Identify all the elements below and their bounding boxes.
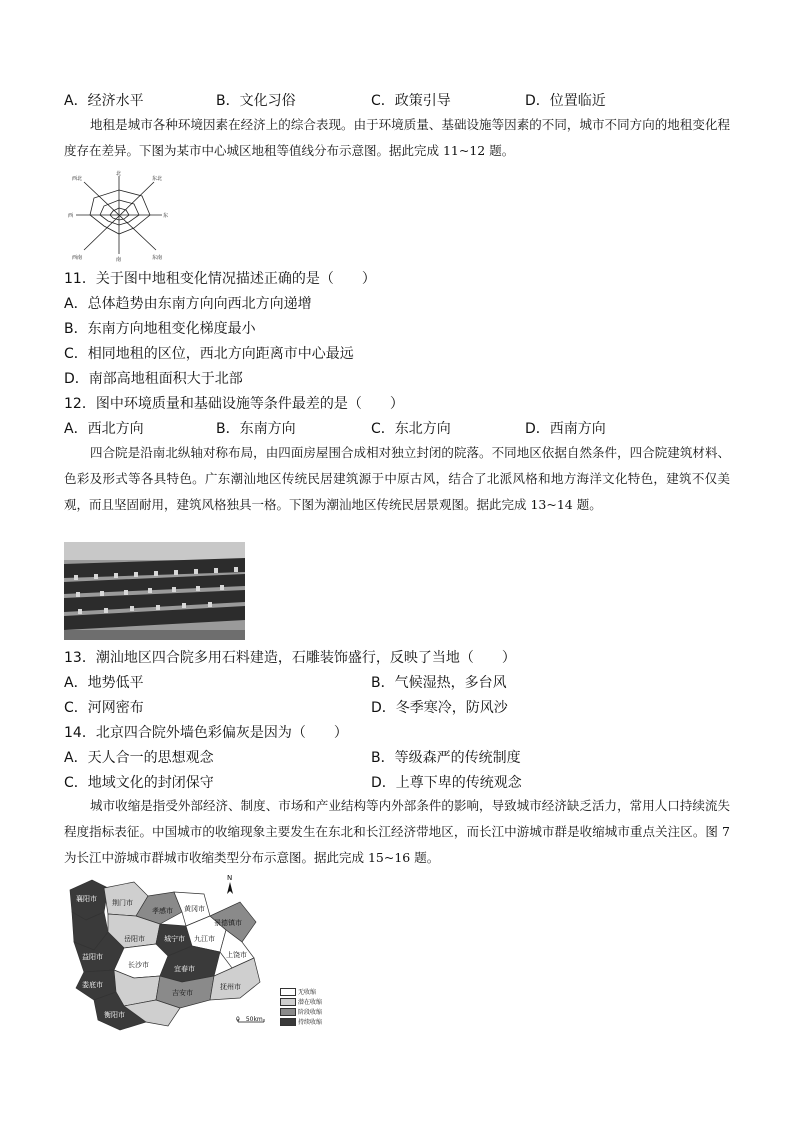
city-label: 城宁市 <box>164 935 185 943</box>
passage-rent-text: 地租是城市各种环境因素在经济上的综合表现。由于环境质量、基础设施等因素的不同，城市不同方向的地租变化程度存在差异。下图为某市中心城区地租等值线分布示意图。据此完成 11~12 题。 <box>64 117 730 158</box>
dir-e: 东 <box>163 213 169 219</box>
q14-option-d: D．上尊下卑的传统观念 <box>371 775 522 791</box>
passage-siheyuan-text: 四合院是沿南北纵轴对称布局，由四面房屋围合成相对独立封闭的院落。不同地区依据自然条件，四合院建筑材料、色彩及形式等各具特色。广东潮汕地区传统民居建筑源于中原古风，结合了北派风格和地方海洋文化特色，建筑不仅美观，而且坚固耐用，建筑风格独具一格。下图为潮汕地区传统民居景观图。据此完成 13~14 题。 <box>64 445 730 512</box>
legend-label: 持续收缩 <box>298 1019 323 1026</box>
city-label: 宜春市 <box>174 965 195 973</box>
dir-n: 北 <box>116 171 122 177</box>
city-label: 荆门市 <box>112 899 133 907</box>
q10-option-d: D．位置临近 <box>525 93 606 109</box>
q11-option-c: C．相同地租的区位，西北方向距离市中心最远 <box>64 346 354 362</box>
q12-option-b: B．东南方向 <box>216 421 296 437</box>
legend-swatch-stage <box>280 1008 296 1016</box>
q12-option-d: D．西南方向 <box>525 421 606 437</box>
city-label: 娄底市 <box>82 981 103 989</box>
passage-rent <box>64 112 730 164</box>
passage-shrinkage-text: 城市收缩是指受外部经济、制度、市场和产业结构等内外部条件的影响，导致城市经济缺乏活力，常用人口持续流失程度指标表征。中国城市的收缩现象主要发生在东北和长江经济带地区，而长江中游城市群是收缩城市重点关注区。图 7 为长江中游城市群城市收缩类型分布示意图。据此完成 15~16 题。 <box>64 798 730 865</box>
q12-option-a: A．西北方向 <box>64 421 144 437</box>
q11-stem: 11．关于图中地租变化情况描述正确的是（ ） <box>64 271 376 287</box>
city-label: 上饶市 <box>226 951 247 959</box>
q14-option-b: B．等级森严的传统制度 <box>371 750 521 766</box>
dir-w: 西 <box>68 213 74 219</box>
q13-option-c: C．河网密布 <box>64 700 144 716</box>
q12-option-c: C．东北方向 <box>371 421 451 437</box>
dir-s: 南 <box>116 257 122 262</box>
city-label: 益阳市 <box>82 953 103 961</box>
q11-option-b: B．东南方向地租变化梯度最小 <box>64 321 256 337</box>
q14-option-a: A．天人合一的思想观念 <box>64 750 214 766</box>
city-label: 孝感市 <box>152 907 173 915</box>
passage-siheyuan <box>64 440 730 518</box>
q11-option-d: D．南部高地租面积大于北部 <box>64 371 243 387</box>
city-label: 黄冈市 <box>184 905 205 913</box>
dir-nw: 西北 <box>72 176 83 182</box>
legend-swatch-persistent <box>280 1018 296 1026</box>
q10-option-c: C．政策引导 <box>371 93 451 109</box>
contour-inner <box>110 208 129 220</box>
shrinkage-map-figure <box>64 872 334 1034</box>
q12-stem: 12．图中环境质量和基础设施等条件最差的是（ ） <box>64 396 404 412</box>
dir-sw: 西南 <box>72 255 83 261</box>
city-label: 九江市 <box>194 935 215 943</box>
rent-contour-figure <box>64 168 174 262</box>
north-arrow <box>227 882 233 894</box>
legend-label: 潜在收缩 <box>298 999 323 1006</box>
city-label: 襄阳市 <box>76 895 97 903</box>
chaoshan-dwelling-photo <box>64 542 245 640</box>
passage-shrinkage <box>64 793 730 871</box>
q13-option-a: A．地势低平 <box>64 675 144 691</box>
legend-swatch-none <box>280 988 296 996</box>
city-label: 景德镇市 <box>214 919 242 927</box>
city-label: 吉安市 <box>172 989 193 997</box>
q13-stem: 13．潮汕地区四合院多用石料建造，石雕装饰盛行，反映了当地（ ） <box>64 650 516 666</box>
city-label: 抚州市 <box>220 983 241 991</box>
scale-label: 0 50km <box>236 1016 263 1023</box>
q10-option-a: A．经济水平 <box>64 93 144 109</box>
dir-ne: 东北 <box>152 176 163 182</box>
contour-middle <box>100 200 139 225</box>
legend-label: 阶段收缩 <box>298 1009 323 1016</box>
q10-option-b: B．文化习俗 <box>216 93 296 109</box>
q14-stem: 14．北京四合院外墙色彩偏灰是因为（ ） <box>64 725 348 741</box>
north-label: N <box>227 874 233 882</box>
city-label: 长沙市 <box>128 961 149 969</box>
legend-label: 无收缩 <box>298 989 317 996</box>
q13-option-d: D．冬季寒冷，防风沙 <box>371 700 508 716</box>
q14-option-c: C．地域文化的封闭保守 <box>64 775 214 791</box>
dir-se: 东南 <box>152 255 163 261</box>
contour-outer <box>90 190 150 234</box>
city-label: 岳阳市 <box>124 935 145 943</box>
q13-option-b: B．气候湿热，多台风 <box>371 675 507 691</box>
legend-swatch-potential <box>280 998 296 1006</box>
q11-option-a: A．总体趋势由东南方向向西北方向递增 <box>64 296 312 312</box>
city-label: 衡阳市 <box>104 1011 125 1019</box>
